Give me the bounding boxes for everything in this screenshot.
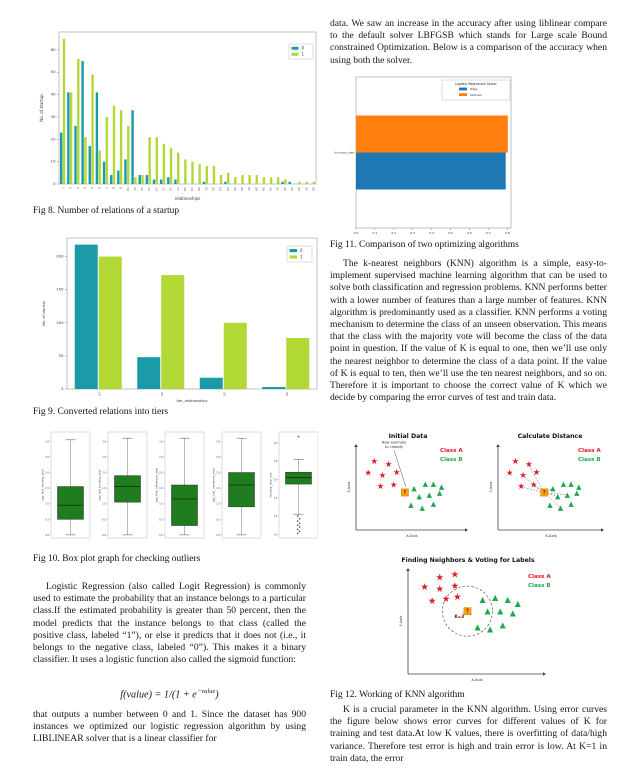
svg-text:▲: ▲ [411, 484, 417, 493]
svg-text:▲: ▲ [479, 594, 486, 604]
svg-text:▲: ▲ [484, 606, 491, 616]
svg-text:▲: ▲ [557, 504, 564, 513]
svg-text:★: ★ [453, 591, 462, 603]
svg-text:0.5: 0.5 [159, 518, 164, 522]
svg-text:16: 16 [168, 187, 173, 191]
svg-text:7: 7 [104, 187, 109, 189]
svg-text:35: 35 [304, 187, 309, 191]
svg-text:★: ★ [435, 584, 444, 596]
svg-text:▲: ▲ [487, 624, 494, 634]
svg-text:Accuracy_rate: Accuracy_rate [334, 150, 354, 155]
svg-text:15: 15 [161, 187, 166, 191]
svg-text:10: 10 [273, 533, 278, 537]
svg-text:26: 26 [240, 187, 245, 191]
fig11-caption: Fig 11. Comparison of two optimizing algorithms [330, 240, 519, 250]
svg-text:18: 18 [273, 460, 278, 464]
svg-text:100: 100 [56, 319, 64, 325]
svg-text:relationships: relationships [174, 196, 201, 201]
svg-text:?: ? [465, 608, 469, 615]
svg-text:3.0: 3.0 [159, 440, 164, 444]
svg-text:36: 36 [311, 187, 316, 191]
svg-text:▲: ▲ [574, 489, 580, 498]
svg-text:0.0: 0.0 [353, 231, 359, 235]
svg-text:1: 1 [301, 51, 305, 57]
svg-text:11: 11 [132, 187, 137, 191]
svg-text:1: 1 [300, 254, 303, 260]
svg-text:3: 3 [75, 187, 80, 189]
svg-text:60: 60 [50, 46, 56, 52]
svg-text:30: 30 [268, 187, 273, 191]
svg-text:▲: ▲ [499, 620, 506, 630]
svg-text:34: 34 [297, 187, 302, 191]
svg-text:0.1: 0.1 [372, 231, 378, 235]
svg-text:▲: ▲ [430, 479, 437, 488]
svg-text:2.5: 2.5 [45, 455, 50, 459]
svg-text:10: 10 [50, 158, 56, 164]
fig9-bar-chart [33, 232, 318, 406]
svg-text:to classify: to classify [385, 445, 403, 449]
svg-text:?: ? [403, 489, 407, 496]
svg-text:▲: ▲ [514, 598, 521, 608]
svg-text:liblinear: liblinear [470, 92, 483, 97]
svg-text:0.8: 0.8 [504, 231, 510, 235]
svg-text:▲: ▲ [430, 500, 437, 509]
svg-text:lbfgs: lbfgs [470, 87, 478, 92]
svg-text:▲: ▲ [509, 608, 516, 618]
svg-text:tier_relationships: tier_relationships [176, 399, 208, 403]
formula-rhs: ) [215, 689, 219, 701]
svg-text:★: ★ [450, 581, 460, 593]
svg-text:27: 27 [247, 187, 252, 191]
svg-text:10: 10 [97, 392, 102, 396]
svg-text:★: ★ [519, 471, 527, 482]
svg-text:▲: ▲ [408, 500, 414, 509]
svg-text:▲: ▲ [419, 504, 425, 513]
svg-text:No. of startup: No. of startup [39, 94, 44, 122]
svg-text:★: ★ [525, 460, 533, 471]
svg-text:17: 17 [175, 187, 180, 191]
svg-text:33: 33 [290, 187, 295, 191]
svg-text:20: 20 [159, 392, 164, 396]
svg-text:Finding Neighbors & Voting for: Finding Neighbors & Voting for Labels [401, 557, 535, 564]
svg-text:2.0: 2.0 [159, 471, 164, 475]
svg-text:Initial Data: Initial Data [388, 433, 428, 440]
svg-text:16: 16 [273, 478, 278, 482]
paragraph-knn: The k-nearest neighbors (KNN) algorithm is a simple, easy-to-implement supervised machine learning algorithm that can be used to solve both classification and regression problems. KNN performs better with a lower number of features than a large number of features. KNN algorithm is predominantly used as a classifier. KNN performs a voting mechanism to determine the class of an unseen observation. This means that the class with the majority vote will become the class of the data point in question. If the value of K is equal to one, then we’ll use only the nearest neighbor to determine the class of a data point. If the value of K is equal to ten, then we’ll use the ten nearest neighbors, and so on. Therefore it is important to choose the correct value of K which we decide by comparing the error curves of test and train data. [330, 258, 607, 404]
svg-text:0.5: 0.5 [448, 231, 453, 235]
svg-text:▲: ▲ [568, 479, 574, 488]
svg-text:age_last_milestone_year: age_last_milestone_year [211, 467, 216, 503]
svg-text:19: 19 [190, 187, 195, 191]
fig12-caption: Fig 12. Working of KNN algorithm [330, 690, 465, 700]
svg-text:6: 6 [97, 187, 102, 189]
svg-text:▲: ▲ [426, 490, 433, 499]
paragraph-logistic-regression: Logistic Regression (also called Logit Regression) is commonly used to estimate the probability that an instance belongs to a particular class.If the estimated probability is greater than 50 percent, then the model predicts that the instance belongs to that class (called the positive class, labeled “1”), or else it predicts that it does not (i.e., it belongs to the negative class, labeled “0”). This makes it a binary classifier. It uses a logistic function also called the sigmoid function: [33, 581, 306, 666]
svg-text:X-Axis: X-Axis [406, 533, 418, 538]
svg-text:23: 23 [218, 187, 223, 191]
svg-text:age_first_funding_year: age_first_funding_year [40, 469, 45, 501]
svg-text:★: ★ [420, 582, 429, 594]
svg-text:▲: ▲ [560, 479, 567, 488]
svg-text:31: 31 [275, 187, 280, 191]
svg-text:▲: ▲ [474, 622, 481, 632]
svg-text:▲: ▲ [497, 606, 504, 616]
svg-text:★: ★ [450, 569, 460, 581]
svg-text:14: 14 [154, 187, 159, 191]
svg-text:8: 8 [111, 187, 116, 189]
svg-text:K=3: K=3 [454, 614, 465, 620]
svg-text:▲: ▲ [568, 500, 574, 509]
svg-text:★: ★ [389, 480, 398, 491]
fig12-knn-diagram [330, 428, 607, 690]
svg-text:20: 20 [50, 136, 56, 142]
fig8-caption: Fig 8. Number of relations of a startup [33, 206, 180, 216]
svg-text:1: 1 [61, 187, 66, 189]
svg-text:1.5: 1.5 [159, 487, 164, 491]
svg-text:0.5: 0.5 [102, 518, 107, 522]
svg-text:Y-Axis: Y-Axis [398, 615, 403, 627]
svg-text:40: 40 [50, 91, 56, 97]
fig9-caption: Fig 9. Converted relations into tiers [33, 407, 169, 417]
svg-text:▲: ▲ [550, 484, 556, 493]
svg-text:1.5: 1.5 [102, 487, 107, 491]
svg-text:2: 2 [68, 187, 73, 189]
fig8-bar-chart [33, 24, 318, 214]
svg-text:▲: ▲ [547, 500, 553, 509]
svg-text:2.0: 2.0 [216, 471, 221, 475]
formula-lhs: f(value) = 1/(1 + e [120, 689, 197, 701]
svg-text:0: 0 [61, 386, 64, 391]
svg-text:2.5: 2.5 [102, 455, 107, 459]
svg-text:0.0: 0.0 [102, 533, 107, 537]
svg-text:?: ? [542, 489, 546, 496]
svg-text:Class A: Class A [578, 448, 601, 454]
svg-text:1.0: 1.0 [45, 502, 50, 506]
svg-text:0.5: 0.5 [45, 518, 50, 522]
svg-text:Logistic Regression Solver: Logistic Regression Solver [455, 81, 497, 86]
svg-text:50: 50 [58, 352, 64, 358]
svg-text:0.4: 0.4 [429, 231, 435, 235]
svg-text:Y-Axis: Y-Axis [346, 481, 351, 493]
svg-text:New example: New example [381, 440, 407, 445]
fig11-barh-chart [330, 70, 607, 238]
svg-text:▲: ▲ [422, 479, 428, 488]
svg-text:0: 0 [53, 181, 56, 186]
svg-text:★: ★ [529, 480, 538, 491]
svg-text:0.0: 0.0 [216, 533, 221, 537]
svg-text:10: 10 [125, 187, 130, 191]
svg-text:★: ★ [441, 593, 451, 605]
svg-text:12: 12 [140, 187, 145, 191]
svg-text:2.5: 2.5 [159, 455, 164, 459]
svg-text:★: ★ [511, 457, 520, 468]
svg-text:funding_total_usd: funding_total_usd [268, 472, 273, 498]
svg-text:2.5: 2.5 [216, 455, 221, 459]
svg-text:0.2: 0.2 [391, 231, 397, 235]
svg-text:0: 0 [300, 248, 303, 253]
svg-text:50: 50 [50, 69, 56, 75]
svg-text:13: 13 [147, 187, 152, 191]
svg-text:age_first_milestone_year: age_first_milestone_year [154, 467, 159, 503]
svg-text:Class B: Class B [578, 457, 601, 463]
svg-text:3.0: 3.0 [102, 440, 107, 444]
svg-text:20: 20 [197, 187, 202, 191]
svg-text:30: 30 [222, 392, 227, 396]
svg-text:1.0: 1.0 [102, 502, 107, 506]
svg-text:1.0: 1.0 [216, 502, 221, 506]
sigmoid-formula [33, 688, 306, 700]
svg-text:Class A: Class A [440, 448, 463, 454]
svg-text:Y-Axis: Y-Axis [488, 481, 493, 493]
svg-text:1.5: 1.5 [45, 487, 50, 491]
svg-text:14: 14 [273, 496, 278, 500]
svg-text:0.0: 0.0 [45, 533, 50, 537]
svg-text:▲: ▲ [554, 492, 561, 501]
svg-text:20: 20 [273, 441, 278, 445]
svg-text:★: ★ [392, 467, 401, 478]
svg-text:Class A: Class A [528, 574, 551, 580]
svg-text:1.0: 1.0 [159, 502, 164, 506]
svg-text:1.5: 1.5 [216, 487, 221, 491]
svg-text:29: 29 [261, 187, 266, 191]
svg-text:4: 4 [82, 187, 87, 189]
svg-text:No. of startup: No. of startup [42, 301, 46, 326]
svg-text:★: ★ [378, 471, 387, 482]
svg-text:★: ★ [532, 467, 541, 478]
svg-text:3.0: 3.0 [216, 440, 221, 444]
svg-text:age_last_funding_year: age_last_funding_year [97, 469, 102, 501]
svg-text:▲: ▲ [492, 592, 499, 602]
svg-text:★: ★ [427, 595, 437, 607]
svg-text:X-Axis: X-Axis [545, 533, 557, 538]
fig10-boxplot-chart [40, 428, 318, 552]
svg-text:★: ★ [376, 482, 385, 492]
svg-text:9: 9 [118, 187, 123, 189]
svg-text:32: 32 [282, 187, 287, 191]
svg-text:▲: ▲ [576, 483, 582, 491]
svg-text:24: 24 [225, 187, 230, 191]
svg-text:★: ★ [364, 468, 372, 479]
svg-text:2.0: 2.0 [102, 471, 107, 475]
svg-text:★: ★ [435, 572, 444, 584]
svg-text:0.5: 0.5 [216, 518, 221, 522]
svg-text:40: 40 [284, 392, 289, 396]
svg-text:0.6: 0.6 [467, 231, 472, 235]
svg-text:★: ★ [370, 457, 379, 468]
svg-text:18: 18 [182, 187, 187, 191]
svg-text:0: 0 [301, 45, 305, 51]
svg-text:5: 5 [90, 187, 95, 189]
svg-text:25: 25 [232, 187, 237, 191]
svg-text:0.7: 0.7 [485, 231, 491, 235]
svg-text:▲: ▲ [438, 483, 445, 491]
svg-text:0.0: 0.0 [159, 533, 164, 537]
svg-text:200: 200 [56, 253, 64, 259]
paragraph-solver-comparison: data. We saw an increase in the accuracy after using liblinear compare to the default solver LBFGSB which stands for Large scale Bound constrained Optimization. Below is a comparison of the accuracy when using both the solver. [330, 18, 607, 66]
svg-text:★: ★ [384, 460, 393, 471]
svg-text:★: ★ [517, 482, 526, 492]
svg-text:21: 21 [204, 187, 209, 191]
svg-text:▲: ▲ [416, 492, 422, 501]
svg-text:0.3: 0.3 [410, 231, 416, 235]
svg-text:28: 28 [254, 187, 259, 191]
svg-text:X-Axis: X-Axis [471, 677, 483, 682]
svg-text:Class B: Class B [528, 583, 551, 589]
svg-text:12: 12 [273, 515, 278, 519]
svg-text:22: 22 [211, 187, 216, 191]
svg-text:▲: ▲ [504, 594, 511, 604]
fig10-caption: Fig 10. Box plot graph for checking outliers [33, 554, 201, 564]
svg-text:30: 30 [50, 113, 56, 119]
svg-text:▲: ▲ [436, 489, 443, 498]
svg-text:Class B: Class B [440, 457, 463, 463]
paragraph-k-parameter: K is a crucial parameter in the KNN algorithm. Using error curves the figure below shows error curves for different values of K for training and test data.At low K values, there is overfitting of data/high variance. Therefore test error is high and train error is low. At K=1 in train data, the error [330, 704, 607, 764]
svg-text:150: 150 [56, 286, 64, 292]
svg-text:3.0: 3.0 [45, 440, 50, 444]
formula-exponent: −value [196, 688, 216, 695]
svg-text:Calculate Distance: Calculate Distance [517, 433, 583, 440]
svg-text:▲: ▲ [564, 490, 570, 499]
svg-text:2.0: 2.0 [45, 471, 50, 475]
paragraph-logistic-continued: that outputs a number between 0 and 1. Since the dataset has 900 instances we optimized our logistic regression algorithm by using LIBLINEAR solver that is a linear classifier for [33, 709, 306, 745]
svg-text:★: ★ [505, 468, 514, 479]
